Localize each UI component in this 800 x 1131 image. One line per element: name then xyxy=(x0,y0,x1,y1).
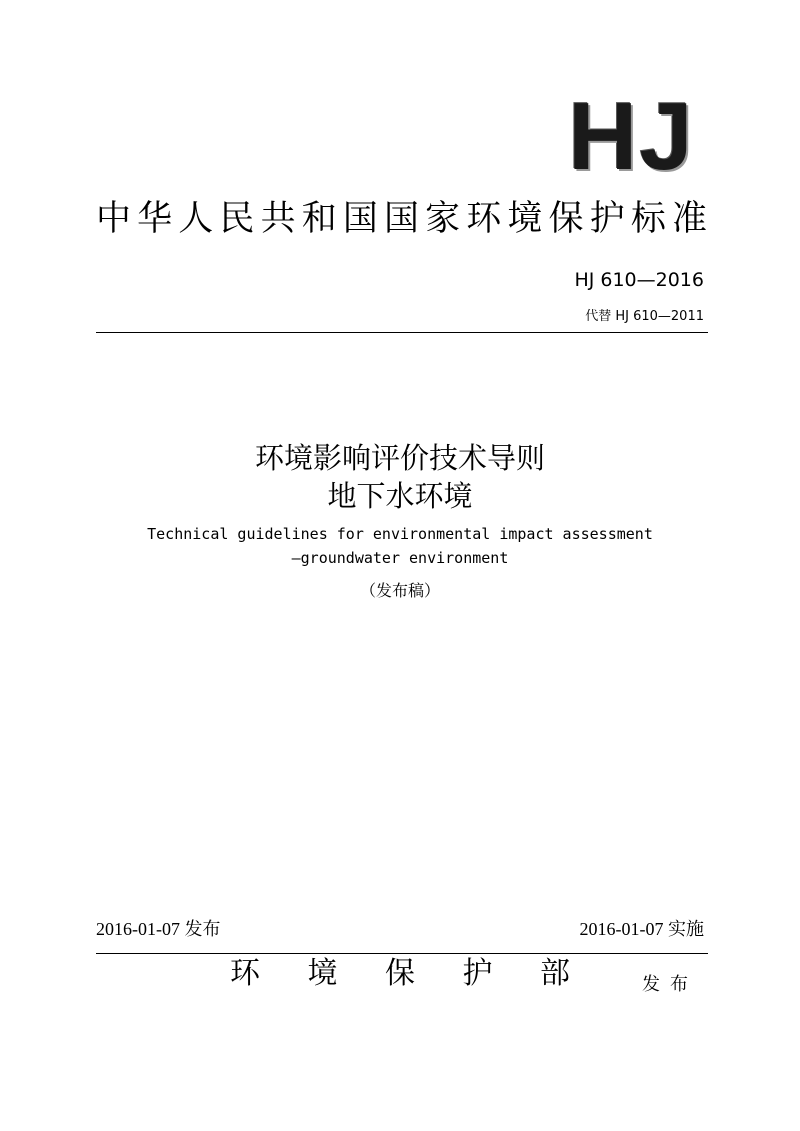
chinese-title-line-1: 环境影响评价技术导则 xyxy=(254,441,545,475)
issued-label: 发布 xyxy=(642,974,698,995)
chinese-title-line-2: 地下水环境 xyxy=(327,479,473,513)
implementation-date: 2016-01-07 实施 xyxy=(579,919,704,939)
bottom-divider xyxy=(96,953,708,954)
english-title-line-2: —groundwater environment xyxy=(291,549,509,567)
english-title-line-1: Technical guidelines for environmental impact assessment xyxy=(147,525,653,543)
issuing-authority: 环 境 保 护 部 xyxy=(230,956,570,991)
top-divider xyxy=(96,332,708,333)
issue-date: 2016-01-07 发布 xyxy=(96,919,221,939)
hj-logo-text: HJ xyxy=(568,83,695,190)
standard-number: HJ 610—2016 xyxy=(574,269,704,291)
draft-note: （发布稿） xyxy=(359,581,440,600)
hj-logo xyxy=(568,83,710,190)
replaces-note: 代替 HJ 610—2011 xyxy=(585,309,704,324)
standard-category: 中华人民共和国国家环境保护标准 xyxy=(96,199,708,239)
